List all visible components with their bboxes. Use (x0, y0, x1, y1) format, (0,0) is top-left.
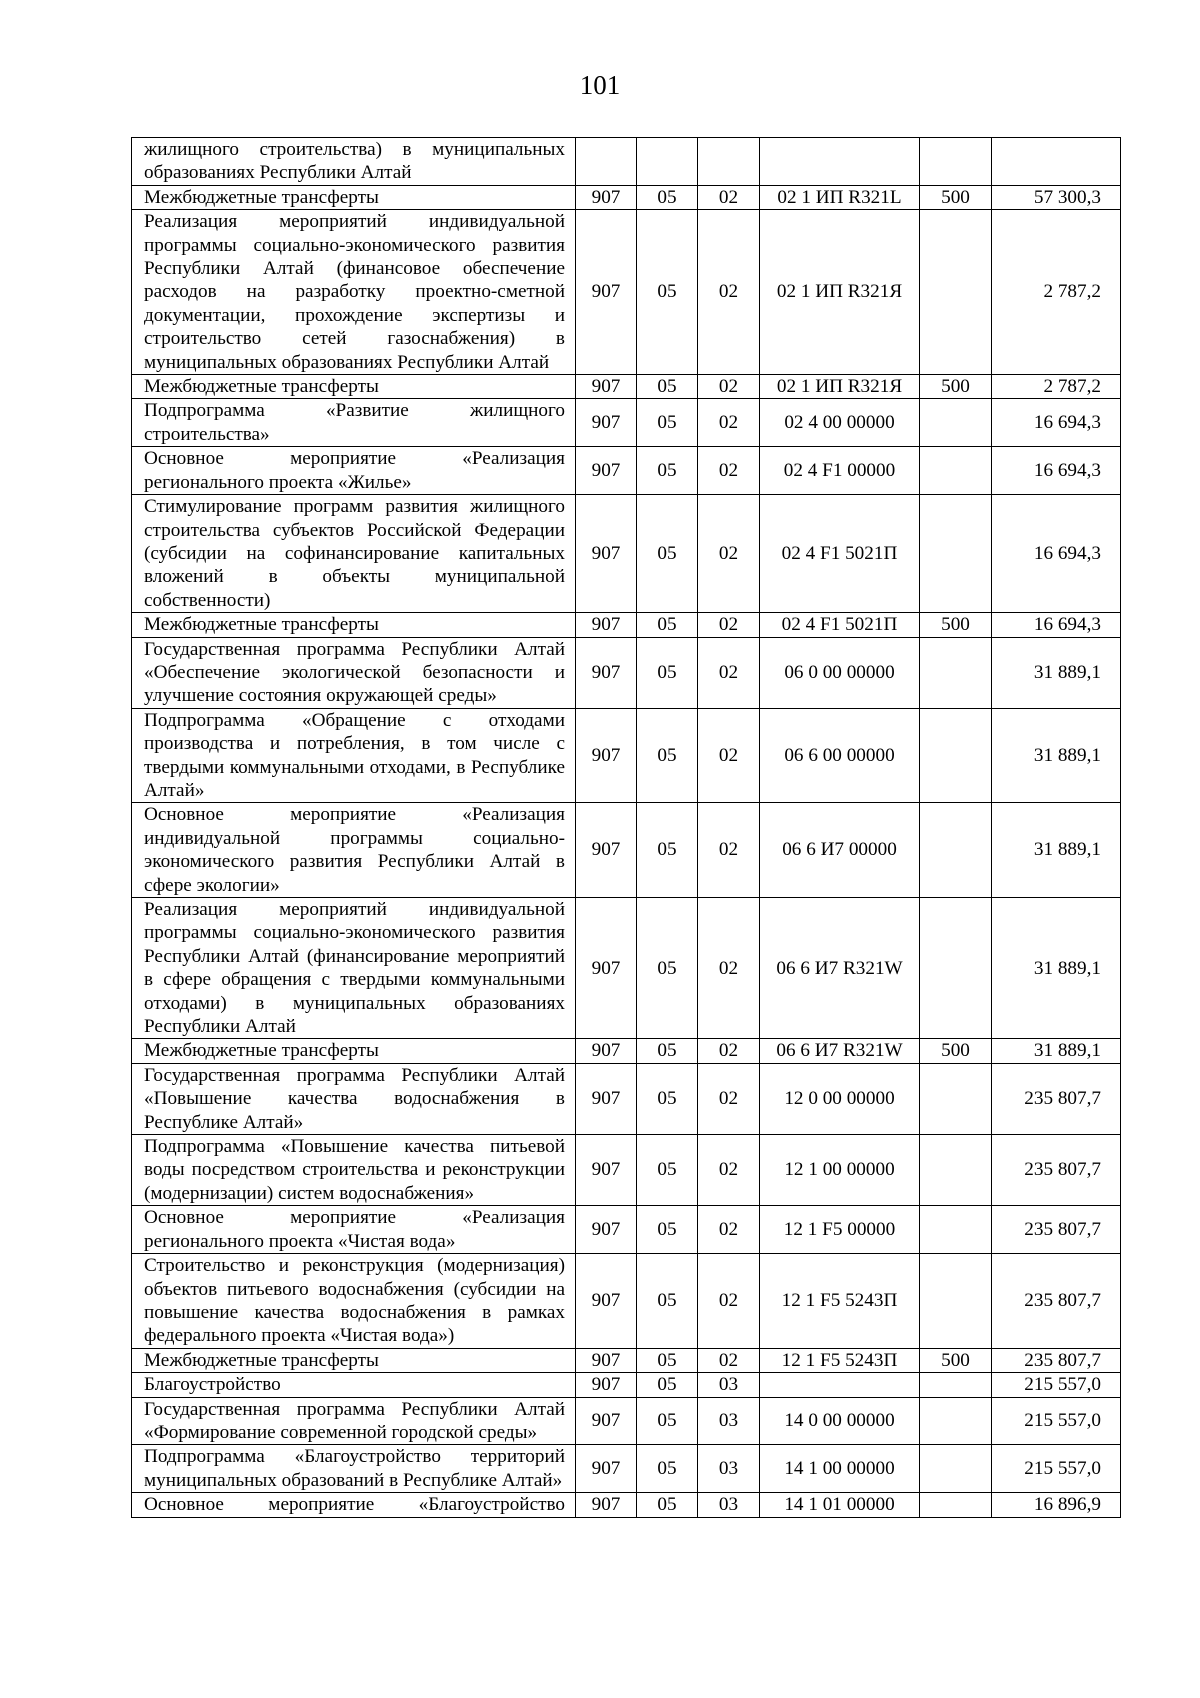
row-section-cell: 05 (637, 185, 698, 209)
row-name-cell: Подпрограмма «Развитие жилищного строительства» (132, 399, 576, 447)
row-amount-cell: 215 557,0 (992, 1445, 1121, 1493)
row-admin-code-cell: 907 (576, 1373, 637, 1397)
row-expense-type-cell (920, 637, 992, 708)
row-target-article-cell (760, 138, 920, 186)
row-expense-type-cell (920, 708, 992, 803)
row-amount-cell (992, 138, 1121, 186)
row-expense-type-cell (920, 1445, 992, 1493)
row-expense-type-cell (920, 399, 992, 447)
budget-table (131, 137, 1121, 1518)
row-target-article-cell: 06 6 И7 00000 (760, 803, 920, 898)
row-section-cell: 05 (637, 210, 698, 375)
row-amount-cell: 235 807,7 (992, 1348, 1121, 1372)
row-target-article-cell: 12 0 00 00000 (760, 1063, 920, 1134)
row-name-cell: Государственная программа Республики Алтай «Формирование современной городской среды» (132, 1397, 576, 1445)
row-subsection-cell: 02 (698, 898, 760, 1039)
row-expense-type-cell (920, 1493, 992, 1517)
row-expense-type-cell (920, 1397, 992, 1445)
row-amount-cell: 31 889,1 (992, 898, 1121, 1039)
row-subsection-cell (698, 138, 760, 186)
row-admin-code-cell: 907 (576, 375, 637, 399)
row-subsection-cell: 02 (698, 447, 760, 495)
table-row (132, 1135, 1121, 1206)
row-expense-type-cell: 500 (920, 1348, 992, 1372)
row-expense-type-cell (920, 1206, 992, 1254)
row-expense-type-cell (920, 495, 992, 613)
row-target-article-cell: 02 4 F1 5021П (760, 613, 920, 637)
row-subsection-cell: 02 (698, 185, 760, 209)
row-name-cell: Стимулирование программ развития жилищного строительства субъектов Российской Федерации (субсидии на софинансирование капитальных вложений в объекты муниципальной собственности) (132, 495, 576, 613)
row-amount-cell: 16 694,3 (992, 495, 1121, 613)
row-name-cell: Государственная программа Республики Алтай «Повышение качества водоснабжения в Республике Алтай» (132, 1063, 576, 1134)
table-row (132, 185, 1121, 209)
row-section-cell: 05 (637, 1348, 698, 1372)
row-amount-cell: 2 787,2 (992, 210, 1121, 375)
row-target-article-cell: 02 1 ИП R321Я (760, 375, 920, 399)
row-name-cell: Межбюджетные трансферты (132, 375, 576, 399)
row-amount-cell: 2 787,2 (992, 375, 1121, 399)
row-name-cell: Строительство и реконструкция (модернизация) объектов питьевого водоснабжения (субсидии на повышение качества водоснабжения в рамках федерального проекта «Чистая вода») (132, 1254, 576, 1349)
table-row (132, 708, 1121, 803)
row-section-cell: 05 (637, 1135, 698, 1206)
table-row (132, 399, 1121, 447)
row-amount-cell: 235 807,7 (992, 1135, 1121, 1206)
row-target-article-cell: 14 1 01 00000 (760, 1493, 920, 1517)
table-row (132, 1039, 1121, 1063)
row-expense-type-cell (920, 1373, 992, 1397)
row-name-cell: Реализация мероприятий индивидуальной программы социально-экономического развития Республики Алтай (финансовое обеспечение расходов на разработку проектно-сметной документации, прохождение экспертизы и строительство сетей газоснабжения) в муниципальных образованиях Республики Алтай (132, 210, 576, 375)
row-admin-code-cell: 907 (576, 1039, 637, 1063)
row-name-cell: Основное мероприятие «Благоустройство (132, 1493, 576, 1517)
row-admin-code-cell (576, 138, 637, 186)
table-row (132, 210, 1121, 375)
row-amount-cell: 31 889,1 (992, 637, 1121, 708)
row-expense-type-cell (920, 138, 992, 186)
row-amount-cell: 16 694,3 (992, 447, 1121, 495)
row-admin-code-cell: 907 (576, 447, 637, 495)
row-admin-code-cell: 907 (576, 1254, 637, 1349)
row-target-article-cell: 06 6 00 00000 (760, 708, 920, 803)
row-expense-type-cell (920, 898, 992, 1039)
row-target-article-cell (760, 1373, 920, 1397)
row-subsection-cell: 03 (698, 1493, 760, 1517)
row-section-cell: 05 (637, 1039, 698, 1063)
row-target-article-cell: 06 6 И7 R321W (760, 898, 920, 1039)
table-row (132, 803, 1121, 898)
row-name-cell: жилищного строительства) в муниципальных образованиях Республики Алтай (132, 138, 576, 186)
row-amount-cell: 235 807,7 (992, 1063, 1121, 1134)
row-admin-code-cell: 907 (576, 708, 637, 803)
row-name-cell: Подпрограмма «Повышение качества питьевой воды посредством строительства и реконструкции (модернизации) систем водоснабжения» (132, 1135, 576, 1206)
row-admin-code-cell: 907 (576, 637, 637, 708)
row-target-article-cell: 12 1 F5 5243П (760, 1348, 920, 1372)
row-name-cell: Основное мероприятие «Реализация индивидуальной программы социально-экономического развития Республики Алтай в сфере экологии» (132, 803, 576, 898)
row-target-article-cell: 06 6 И7 R321W (760, 1039, 920, 1063)
row-expense-type-cell (920, 803, 992, 898)
row-section-cell: 05 (637, 1493, 698, 1517)
row-section-cell: 05 (637, 1206, 698, 1254)
row-name-cell: Межбюджетные трансферты (132, 185, 576, 209)
budget-table-body (132, 138, 1121, 1518)
row-name-cell: Межбюджетные трансферты (132, 613, 576, 637)
table-row (132, 637, 1121, 708)
row-section-cell: 05 (637, 613, 698, 637)
row-amount-cell: 57 300,3 (992, 185, 1121, 209)
row-section-cell: 05 (637, 495, 698, 613)
row-admin-code-cell: 907 (576, 185, 637, 209)
row-subsection-cell: 02 (698, 375, 760, 399)
row-admin-code-cell: 907 (576, 1348, 637, 1372)
row-expense-type-cell (920, 1254, 992, 1349)
row-section-cell: 05 (637, 637, 698, 708)
row-subsection-cell: 02 (698, 1063, 760, 1134)
row-expense-type-cell: 500 (920, 1039, 992, 1063)
row-target-article-cell: 02 4 F1 5021П (760, 495, 920, 613)
row-admin-code-cell: 907 (576, 210, 637, 375)
row-subsection-cell: 02 (698, 803, 760, 898)
row-name-cell: Межбюджетные трансферты (132, 1348, 576, 1372)
table-row (132, 898, 1121, 1039)
table-row (132, 1254, 1121, 1349)
table-row (132, 447, 1121, 495)
row-subsection-cell: 02 (698, 399, 760, 447)
row-amount-cell: 235 807,7 (992, 1254, 1121, 1349)
row-amount-cell: 31 889,1 (992, 1039, 1121, 1063)
row-target-article-cell: 02 4 F1 00000 (760, 447, 920, 495)
table-row (132, 1348, 1121, 1372)
table-row (132, 613, 1121, 637)
row-admin-code-cell: 907 (576, 613, 637, 637)
row-amount-cell: 16 694,3 (992, 613, 1121, 637)
row-admin-code-cell: 907 (576, 1206, 637, 1254)
row-admin-code-cell: 907 (576, 1445, 637, 1493)
row-admin-code-cell: 907 (576, 495, 637, 613)
row-name-cell: Благоустройство (132, 1373, 576, 1397)
table-row (132, 1397, 1121, 1445)
row-name-cell: Реализация мероприятий индивидуальной программы социально-экономического развития Республики Алтай (финансирование мероприятий в сфере обращения с твердыми коммунальными отходами) в муниципальных образованиях Республики Алтай (132, 898, 576, 1039)
row-subsection-cell: 02 (698, 1135, 760, 1206)
table-row (132, 1063, 1121, 1134)
row-target-article-cell: 12 1 F5 5243П (760, 1254, 920, 1349)
row-subsection-cell: 03 (698, 1397, 760, 1445)
row-target-article-cell: 12 1 00 00000 (760, 1135, 920, 1206)
row-section-cell: 05 (637, 399, 698, 447)
row-section-cell (637, 138, 698, 186)
row-admin-code-cell: 907 (576, 898, 637, 1039)
row-subsection-cell: 02 (698, 1254, 760, 1349)
table-row (132, 375, 1121, 399)
row-amount-cell: 215 557,0 (992, 1373, 1121, 1397)
row-subsection-cell: 02 (698, 210, 760, 375)
row-section-cell: 05 (637, 898, 698, 1039)
row-section-cell: 05 (637, 1445, 698, 1493)
row-admin-code-cell: 907 (576, 399, 637, 447)
row-section-cell: 05 (637, 1397, 698, 1445)
row-subsection-cell: 03 (698, 1373, 760, 1397)
row-admin-code-cell: 907 (576, 1063, 637, 1134)
row-admin-code-cell: 907 (576, 1397, 637, 1445)
table-row (132, 1373, 1121, 1397)
row-amount-cell: 215 557,0 (992, 1397, 1121, 1445)
row-subsection-cell: 02 (698, 495, 760, 613)
table-row (132, 1493, 1121, 1517)
row-section-cell: 05 (637, 1254, 698, 1349)
row-amount-cell: 16 896,9 (992, 1493, 1121, 1517)
row-expense-type-cell (920, 447, 992, 495)
row-amount-cell: 31 889,1 (992, 708, 1121, 803)
row-subsection-cell: 03 (698, 1445, 760, 1493)
row-section-cell: 05 (637, 1373, 698, 1397)
row-subsection-cell: 02 (698, 613, 760, 637)
row-admin-code-cell: 907 (576, 1135, 637, 1206)
row-expense-type-cell (920, 1135, 992, 1206)
row-name-cell: Подпрограмма «Обращение с отходами производства и потребления, в том числе с твердыми коммунальными отходами, в Республике Алтай» (132, 708, 576, 803)
row-name-cell: Подпрограмма «Благоустройство территорий муниципальных образований в Республике Алтай» (132, 1445, 576, 1493)
row-amount-cell: 31 889,1 (992, 803, 1121, 898)
row-target-article-cell: 02 1 ИП R321Я (760, 210, 920, 375)
row-subsection-cell: 02 (698, 1348, 760, 1372)
row-target-article-cell: 12 1 F5 00000 (760, 1206, 920, 1254)
row-amount-cell: 235 807,7 (992, 1206, 1121, 1254)
row-expense-type-cell (920, 1063, 992, 1134)
row-section-cell: 05 (637, 447, 698, 495)
row-target-article-cell: 14 1 00 00000 (760, 1445, 920, 1493)
row-name-cell: Государственная программа Республики Алтай «Обеспечение экологической безопасности и улучшение состояния окружающей среды» (132, 637, 576, 708)
row-section-cell: 05 (637, 803, 698, 898)
row-subsection-cell: 02 (698, 637, 760, 708)
row-section-cell: 05 (637, 375, 698, 399)
row-expense-type-cell: 500 (920, 185, 992, 209)
row-subsection-cell: 02 (698, 1206, 760, 1254)
table-row (132, 495, 1121, 613)
row-target-article-cell: 14 0 00 00000 (760, 1397, 920, 1445)
row-name-cell: Основное мероприятие «Реализация регионального проекта «Чистая вода» (132, 1206, 576, 1254)
table-row (132, 138, 1121, 186)
row-subsection-cell: 02 (698, 708, 760, 803)
row-admin-code-cell: 907 (576, 1493, 637, 1517)
row-expense-type-cell: 500 (920, 613, 992, 637)
row-target-article-cell: 02 1 ИП R321L (760, 185, 920, 209)
row-amount-cell: 16 694,3 (992, 399, 1121, 447)
page-number: 101 (579, 70, 621, 100)
table-row (132, 1445, 1121, 1493)
row-admin-code-cell: 907 (576, 803, 637, 898)
row-subsection-cell: 02 (698, 1039, 760, 1063)
row-name-cell: Основное мероприятие «Реализация регионального проекта «Жилье» (132, 447, 576, 495)
table-row (132, 1206, 1121, 1254)
row-expense-type-cell (920, 210, 992, 375)
row-section-cell: 05 (637, 708, 698, 803)
row-target-article-cell: 02 4 00 00000 (760, 399, 920, 447)
row-target-article-cell: 06 0 00 00000 (760, 637, 920, 708)
row-expense-type-cell: 500 (920, 375, 992, 399)
row-section-cell: 05 (637, 1063, 698, 1134)
row-name-cell: Межбюджетные трансферты (132, 1039, 576, 1063)
